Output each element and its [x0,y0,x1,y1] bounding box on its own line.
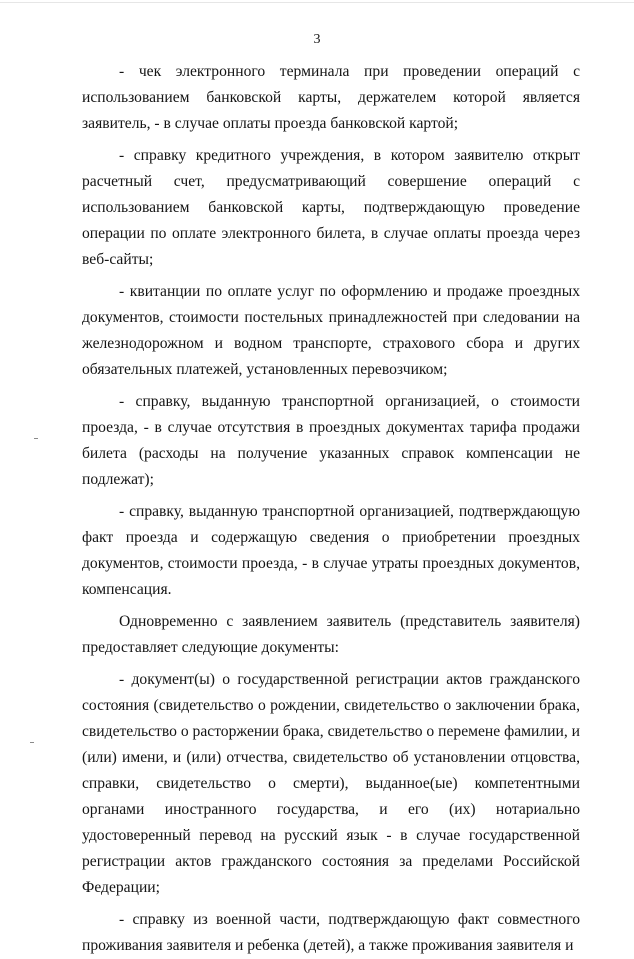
paragraph-civil-registration: - документ(ы) о государственной регистрации актов гражданского состояния (свидетельство о рождении, свидетельство о заключении брака, свидетельство о расторжении брака, свидетельство о перемене фамилии, и (или) имени, и (или) отчества, свидетельство об установлении отцовства, справки, свидетельство о смерти), выданное(ые) компетентными органами иностранного государства, и его (их) нотариально удостоверенный перевод на русский язык - в случае государственной регистрации актов гражданского состояния за пределами Российской Федерации; [82,671,580,896]
paragraph-simultaneous-documents: Одновременно с заявлением заявитель (представитель заявителя) предоставляет следующие документы: [82,613,580,656]
paragraph-bank-certificate: - справку кредитного учреждения, в котором заявителю открыт расчетный счет, предусматривающий совершение операций с использованием банковской карты, подтверждающую проведение операции по оплате электронного билета, в случае оплаты проезда через веб-сайты; [82,147,580,268]
paragraph-fare-certificate: - справку, выданную транспортной организацией, о стоимости проезда, - в случае отсутствия в проездных документах тарифа продажи билета (расходы на получение указанных справок компенсации не подлежат); [82,393,580,488]
page-number: 3 [313,32,321,47]
paragraph-terminal-receipt: - чек электронного терминала при проведении операций с использованием банковской карты, держателем которой является заявитель, - в случае оплаты проезда банковской картой; [82,63,580,132]
paragraph-service-receipts: - квитанции по оплате услуг по оформлению и продаже проездных документов, стоимости постельных принадлежностей при следовании на железнодорожном и водном транспорте, страхового сбора и других обязательных платежей, установленных перевозчиком; [82,283,580,378]
paragraph-travel-confirmation: - справку, выданную транспортной организацией, подтверждающую факт проезда и содержащую сведения о приобретении проездных документов, стоимости проезда, - в случае утраты проездных документов, компенсация. [82,503,580,598]
document-body [82,59,580,959]
paragraph-military-certificate: - справку из военной части, подтверждающую факт совместного проживания заявителя и ребенка (детей), а также проживания заявителя и [82,911,580,954]
scan-margin-mark [34,438,38,439]
scan-edge-line [0,2,634,3]
scan-margin-mark [30,742,34,743]
